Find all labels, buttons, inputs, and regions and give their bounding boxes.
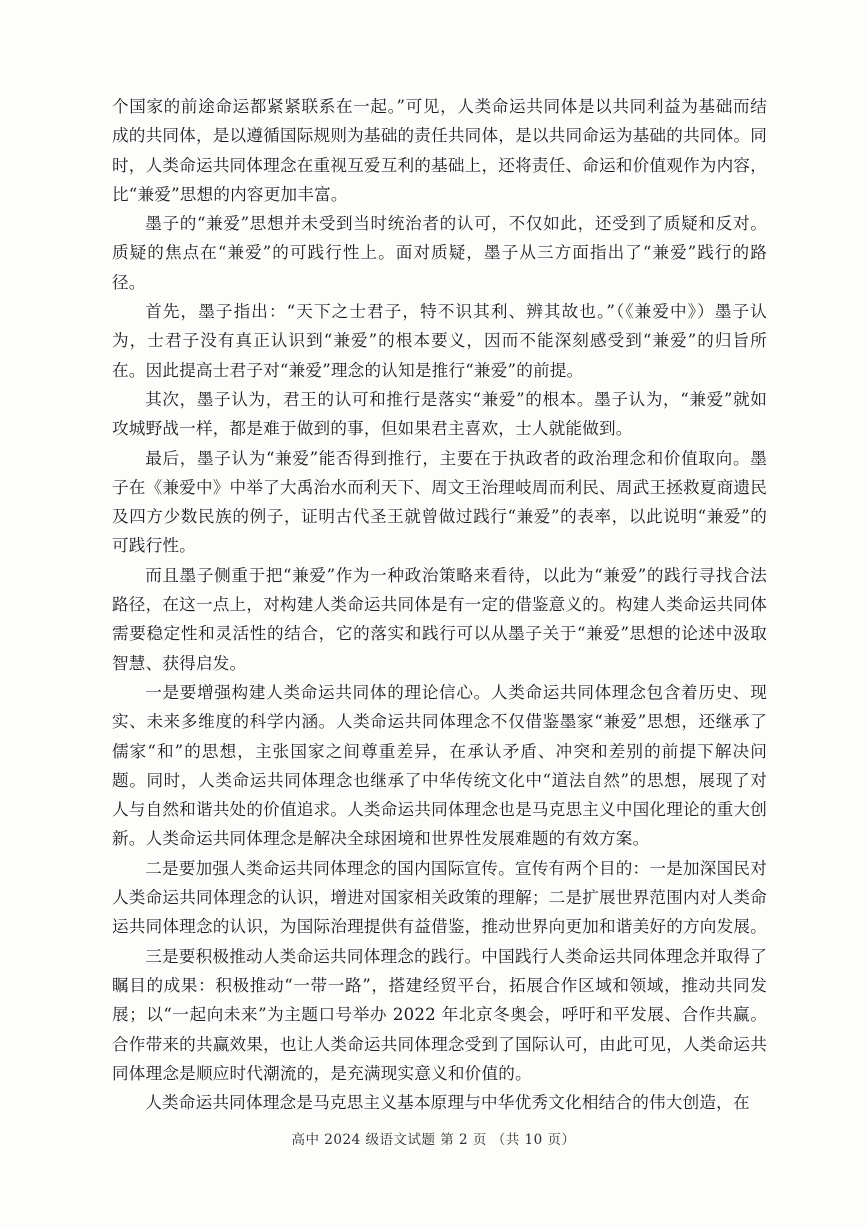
paragraph-closing: 人类命运共同体理念是马克思主义基本原理与中华优秀文化相结合的伟大创造，在 xyxy=(145,1093,750,1113)
paragraph-point-three: 三是要积极推动人类命运共同体理念的践行。中国践行人类命运共同体理念并取得了瞩目的成果：积极推动“一带一路”，搭建经贸平台，拓展合作区域和领域，推动共同发展；以“一起向未来”为主题口号举办 2022 年北京冬奥会，呼吁和平发展、合作共赢。合作带来的共赢效果，也让人类命运共同体理念受到了国际认可，由此可见，人类命运共同体理念是顺应时代潮流的，是充满现实意义和价值的。 xyxy=(112,946,767,1083)
paragraph-point-two: 二是要加强人类命运共同体理念的国内国际宣传。宣传有两个目的：一是加深国民对人类命运共同体理念的认识，增进对国家相关政策的理解；二是扩展世界范围内对人类命运共同体理念的认识，为国际治理提供有益借鉴，推动世界向更加和谐美好的方向发展。 xyxy=(112,858,767,937)
article-body xyxy=(112,92,767,1117)
paragraph-point-one: 一是要增强构建人类命运共同体的理论信心。人类命运共同体理念包含着历史、现实、未来多维度的科学内涵。人类命运共同体理念不仅借鉴墨家“兼爱”思想，还继承了儒家“和”的思想，主张国家之间尊重差异，在承认矛盾、冲突和差别的前提下解决问题。同时，人类命运共同体理念也继承了中华传统文化中“道法自然”的思想，展现了对人与自然和谐共处的价值追求。人类命运共同体理念也是马克思主义中国化理论的重大创新。人类命运共同体理念是解决全球困境和世界性发展难题的有效方案。 xyxy=(112,682,767,849)
paragraph-mozi-jianai-questioned: 墨子的“兼爱”思想并未受到当时统治者的认可，不仅如此，还受到了质疑和反对。质疑的焦点在“兼爱”的可践行性上。面对质疑，墨子从三方面指出了“兼爱”践行的路径。 xyxy=(112,214,767,292)
paragraph-continued: 个国家的前途命运都紧紧联系在一起。”可见，人类命运共同体是以共同利益为基础而结成的共同体，是以遵循国际规则为基础的责任共同体，是以共同命运为基础的共同体。同时，人类命运共同体理念在重视互爱互利的基础上，还将责任、命运和价值观作为内容，比“兼爱”思想的内容更加丰富。 xyxy=(112,97,767,204)
page-footer: 高中 2024 级语文试题 第 2 页 （共 10 页） xyxy=(291,1132,576,1148)
paragraph-third-path: 最后，墨子认为“兼爱”能否得到推行，主要在于执政者的政治理念和价值取向。墨子在《兼爱中》中举了大禹治水而利天下、周文王治理岐周而利民、周武王拯救夏商遗民及四方少数民族的例子，证明古代圣王就曾做过践行“兼爱”的表率，以此说明“兼爱”的可践行性。 xyxy=(112,448,767,556)
paragraph-second-path: 其次，墨子认为，君王的认可和推行是落实“兼爱”的根本。墨子认为，“兼爱”就如攻城野战一样，都是难于做到的事，但如果君主喜欢，士人就能做到。 xyxy=(112,389,767,439)
paragraph-political-strategy: 而且墨子侧重于把“兼爱”作为一种政治策略来看待，以此为“兼爱”的践行寻找合法路径，在这一点上，对构建人类命运共同体是有一定的借鉴意义的。构建人类命运共同体需要稳定性和灵活性的结合，它的落实和践行可以从墨子关于“兼爱”思想的论述中汲取智慧、获得启发。 xyxy=(112,565,767,673)
paragraph-first-path: 首先，墨子指出：“天下之士君子，特不识其利、辨其故也。”（《兼爱中》）墨子认为，士君子没有真正认识到“兼爱”的根本要义，因而不能深刻感受到“兼爱”的归旨所在。因此提高士君子对“兼爱”理念的认知是推行“兼爱”的前提。 xyxy=(112,302,767,380)
